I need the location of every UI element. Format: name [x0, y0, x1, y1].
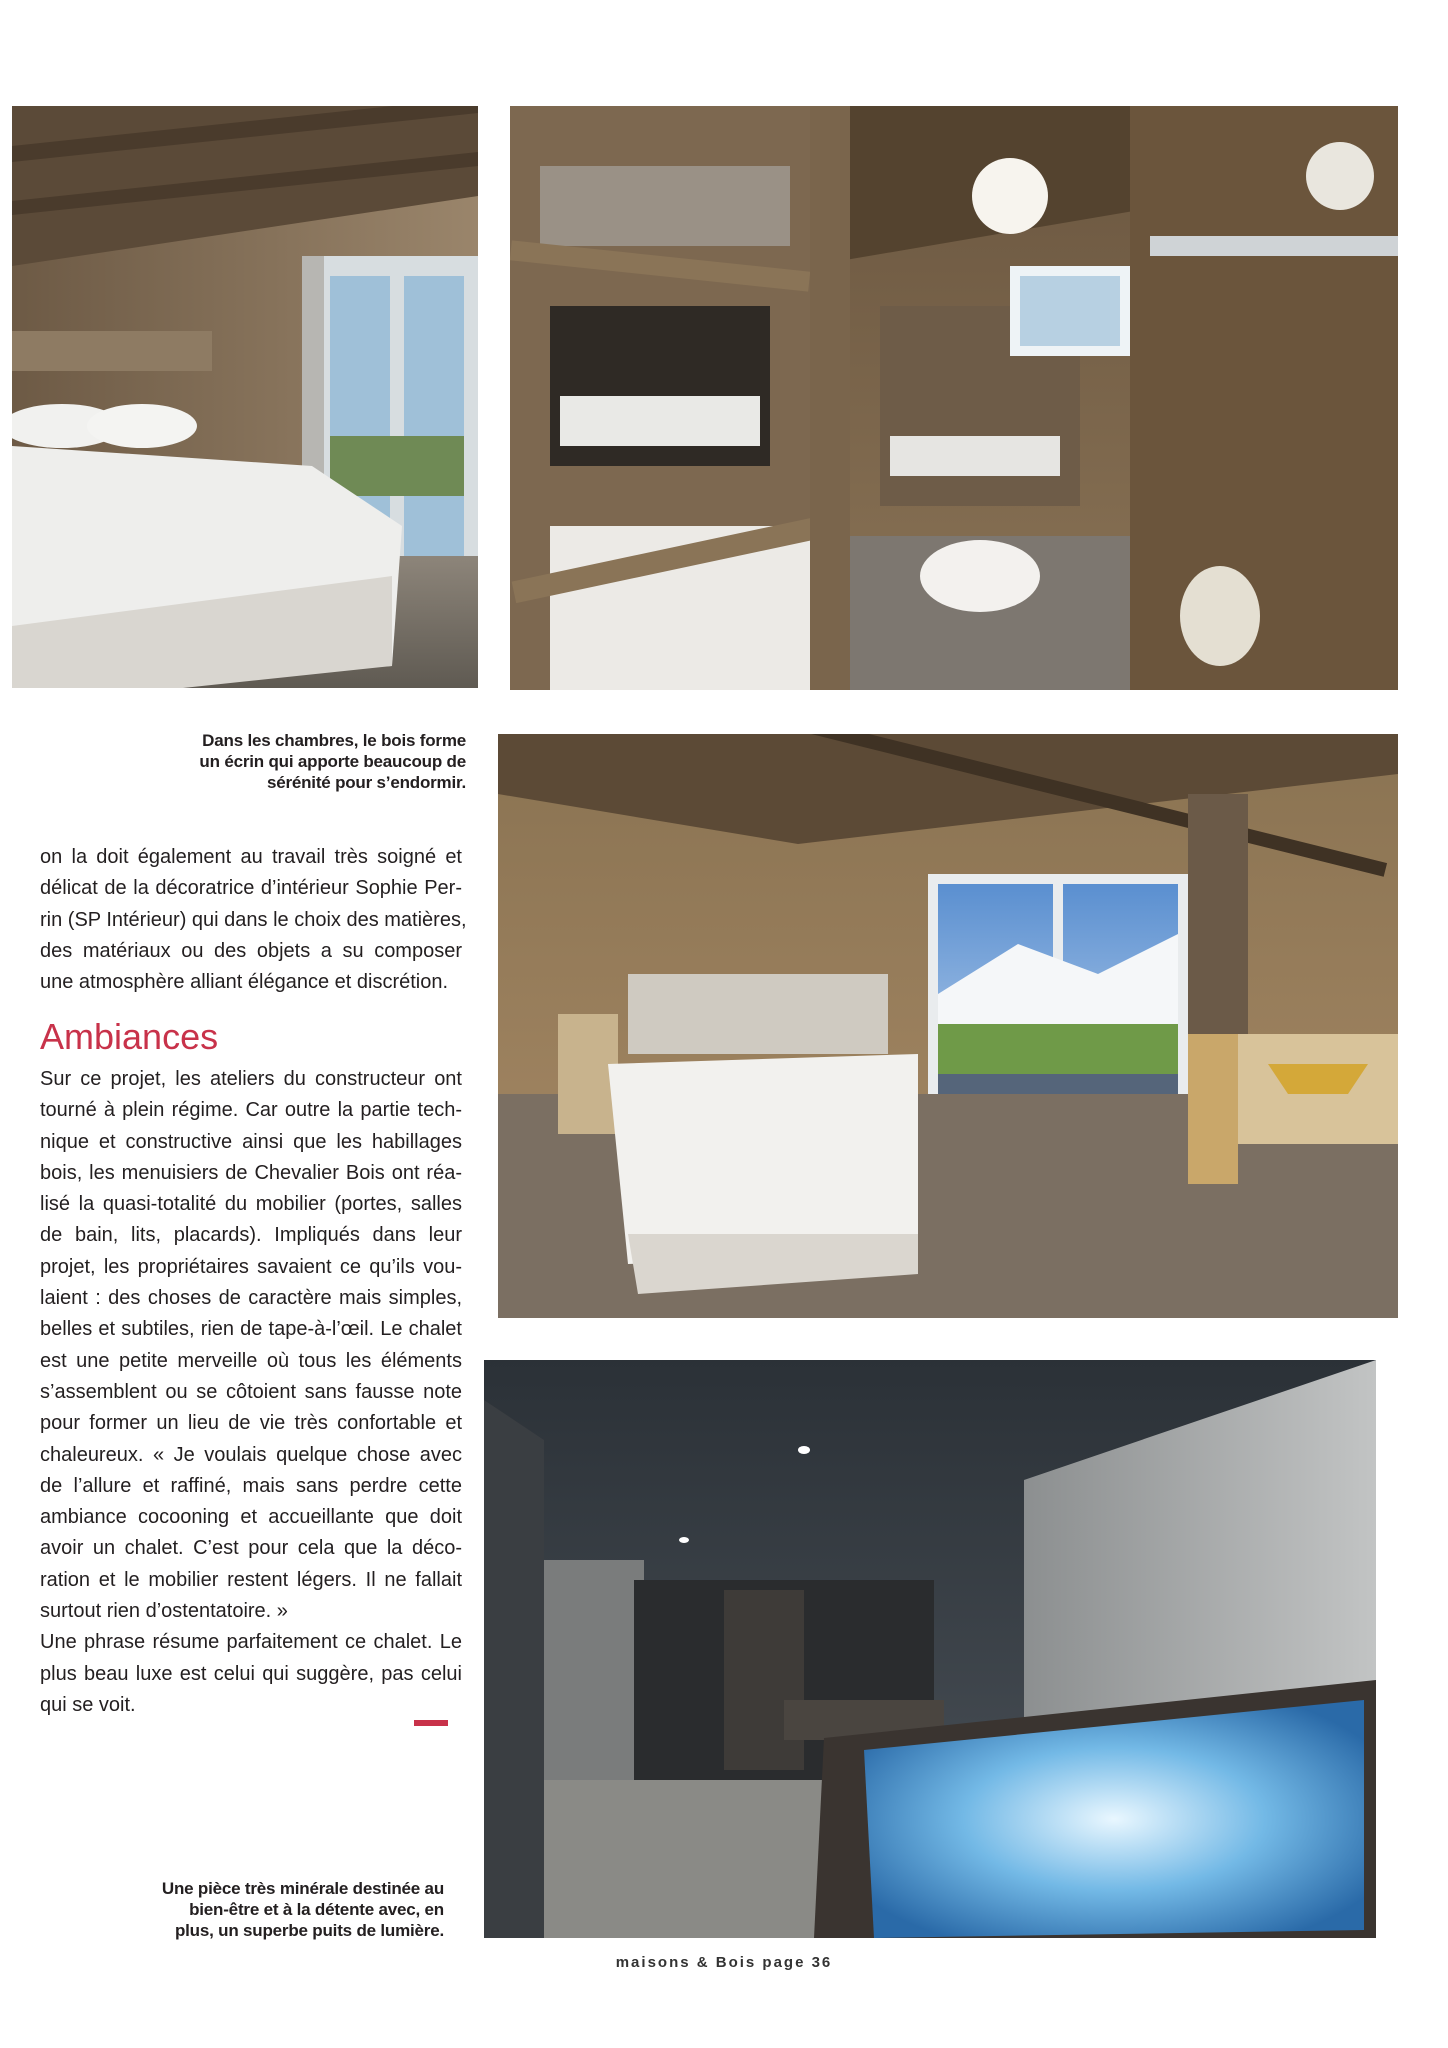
text-line: laient : des choses de caractère mais simples, — [40, 1287, 462, 1310]
text-line: ration et le mobilier restent légers. Il ne fallait — [40, 1568, 462, 1591]
text-line: des matériaux ou des objets a su composer — [40, 939, 462, 962]
caption-line: plus, un superbe puits de lumière. — [174, 1921, 444, 1940]
caption-line: sérénité pour s’endormir. — [266, 773, 466, 792]
text-line: Une phrase résume parfaitement ce chalet. Le — [40, 1631, 462, 1654]
text-line: pour former un lieu de vie très confortable et — [40, 1412, 462, 1435]
text-line: s’assemblent ou se côtoient sans fausse note — [40, 1380, 462, 1403]
text-line: de l’allure et raffiné, mais sans perdre cette — [40, 1474, 462, 1497]
text-line: bois, les menuisiers de Chevalier Bois ont réa- — [40, 1161, 462, 1184]
text-line: Sur ce projet, les ateliers du constructeur ont — [40, 1068, 462, 1090]
text-line: nique et constructive ainsi que les habillages — [40, 1130, 462, 1153]
section-heading: Ambiances — [40, 1016, 219, 1057]
caption-line: un écrin qui apporte beaucoup de — [199, 752, 466, 771]
article-section — [40, 1064, 462, 1721]
text-line: de bain, lits, placards). Impliqués dans leur — [40, 1224, 462, 1247]
article-intro — [40, 842, 467, 998]
caption-line: Dans les chambres, le bois forme — [202, 731, 466, 750]
text-line: belles et subtiles, rien de tape-à-l’œil. Le chalet — [40, 1318, 462, 1341]
text-line: avoir un chalet. C’est pour cela que la déco- — [40, 1537, 462, 1560]
text-line: délicat de la décoratrice d’intérieur Sophie Per- — [40, 877, 462, 900]
text-line: projet, les propriétaires savaient ce qu’ils vou- — [40, 1255, 462, 1278]
photo-bunk-room — [510, 106, 1398, 690]
text-line: rin (SP Intérieur) qui dans le choix des matières, — [40, 908, 467, 931]
caption-wellness — [100, 1878, 444, 1941]
photo-master-bedroom — [498, 734, 1398, 1318]
caption-line: Une pièce très minérale destinée au — [161, 1879, 444, 1898]
page-footer: maisons & Bois page 36 — [615, 1954, 833, 1971]
text-line: est une petite merveille où tous les éléments — [40, 1349, 462, 1372]
text-line: tourné à plein régime. Car outre la partie tech- — [40, 1099, 462, 1122]
text-line: lisé la quasi-totalité du mobilier (portes, salles — [40, 1193, 462, 1216]
text-line: plus beau luxe est celui qui suggère, pas celui — [40, 1662, 462, 1685]
article-end-mark — [414, 1720, 448, 1726]
caption-bedrooms — [120, 730, 466, 793]
text-line: qui se voit. — [40, 1693, 136, 1716]
text-line: une atmosphère alliant élégance et discrétion. — [40, 971, 449, 994]
text-line: surtout rien d’ostentatoire. » — [40, 1600, 288, 1623]
photo-bedroom-double — [12, 106, 478, 688]
text-line: on la doit également au travail très soigné et — [40, 846, 462, 868]
text-line: chaleureux. « Je voulais quelque chose avec — [40, 1443, 462, 1466]
text-line: ambiance cocooning et accueillante que doit — [40, 1506, 462, 1529]
caption-line: bien-être et à la détente avec, en — [189, 1900, 444, 1919]
photo-wellness-room — [484, 1360, 1376, 1938]
